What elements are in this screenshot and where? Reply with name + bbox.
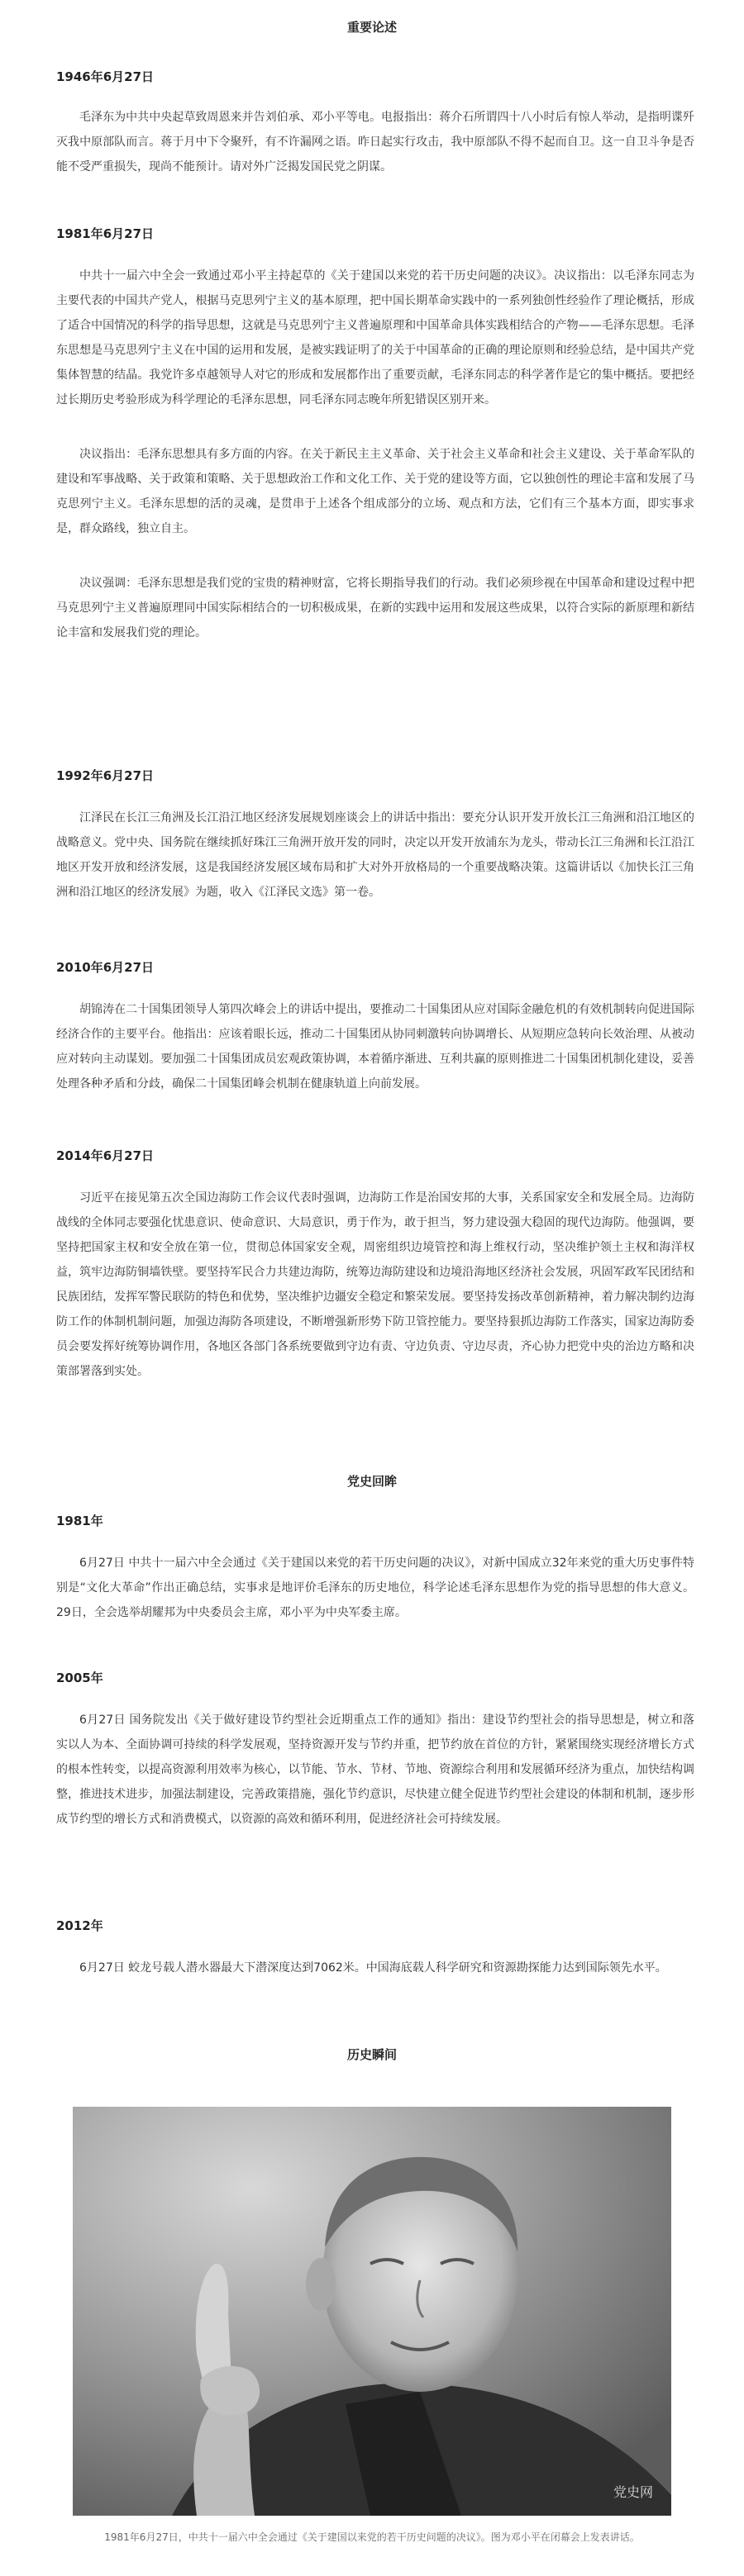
entry-paragraph: 毛泽东为中共中央起草致周恩来并告刘伯承、邓小平等电。电报指出：蒋介石所谓四十八小时后有惊人举动，是指明谍歼灭我中原部队而言。蒋于月中下令聚歼，有不许漏网之语。昨日起实行攻击，我中原部队不得不起而自卫。这一自卫斗争是否能不受严重损失，现尚不能预计。请对外广泛揭发国民党之阴谋。 bbox=[56, 111, 694, 173]
entry-date: 1981年6月27日 bbox=[56, 226, 155, 241]
entry-paragraph: 决议指出：毛泽东思想具有多方面的内容。在关于新民主主义革命、关于社会主义革命和社会主义建设、关于革命军队的建设和军事战略、关于政策和策略、关于思想政治工作和文化工作、关于党的建设等方面，它以独创性的理论丰富和发展了马克思列宁主义。毛泽东思想的活的灵魂，是贯串于上述各个组成部分的立场、观点和方法，它们有三个基本方面，即实事求是，群众路线，独立自主。 bbox=[56, 448, 694, 535]
review-paragraph: 6月27日 国务院发出《关于做好建设节约型社会近期重点工作的通知》指出：建设节约型社会的指导思想是，树立和落实以人为本、全面协调可持续的科学发展观，坚持资源开发与节约并重，把节约放在首位的方针，紧紧围绕实现经济增长方式的根本性转变，以提高资源利用效率为核心，以节能、节水、节材、节地、资源综合利用和发展循环经济为重点，加快结构调整，推进技术进步，加强法制建设，完善政策措施，强化节约意识，尽快建立健全促进节约型社会建设的体制和机制，逐步形成节约型的增长方式和消费模式，以资源的高效和循环利用，促进经济社会可持续发展。 bbox=[56, 1713, 694, 1826]
review-2012 bbox=[0, 1917, 744, 1980]
review-2005 bbox=[0, 1669, 744, 1832]
entry-2010 bbox=[0, 958, 744, 1096]
section-important bbox=[0, 18, 744, 36]
entry-paragraph: 决议强调：毛泽东思想是我们党的宝贵的精神财富，它将长期指导我们的行动。我们必须珍视在中国革命和建设过程中把马克思列宁主义普遍原理同中国实际相结合的一切积极成果，在新的实践中运用和发展这些成果，以符合实际的新原理和新结论丰富和发展我们党的理论。 bbox=[56, 577, 694, 639]
entry-paragraph: 胡锦涛在二十国集团领导人第四次峰会上的讲话中提出，要推动二十国集团从应对国际金融危机的有效机制转向促进国际经济合作的主要平台。他指出：应该着眼长远，推动二十国集团从协同刺激转向协调增长、从短期应急转向长效治理、从被动应对转向主动谋划。要加强二十国集团成员宏观政策协调，本着循序渐进、互利共赢的原则推进二十国集团机制化建设，妥善处理各种矛盾和分歧，确保二十国集团峰会机制在健康轨道上向前发展。 bbox=[56, 1003, 694, 1091]
section-history-moment bbox=[0, 2046, 744, 2063]
review-year: 2012年 bbox=[56, 1918, 103, 1933]
section-title: 重要论述 bbox=[346, 20, 397, 35]
review-1981 bbox=[0, 1512, 744, 1625]
entry-paragraph: 习近平在接见第五次全国边海防工作会议代表时强调，边海防工作是治国安邦的大事，关系国家安全和发展全局。边海防战线的全体同志要强化忧患意识、使命意识、大局意识，勇于作为，敢于担当，努力建设强大稳固的现代边海防。他强调，要坚持把国家主权和安全放在第一位，贯彻总体国家安全观，周密组织边境管控和海上维权行动，坚决维护领土主权和海洋权益，筑牢边海防铜墙铁壁。要坚持军民合力共建边海防，统筹边海防建设和边境沿海地区经济社会发展，巩固军政军民团结和民族团结，发挥军警民联防的特色和优势，坚决维护边疆安全稳定和繁荣发展。要坚持发扬改革创新精神，着力解决制约边海防工作的体制机制问题，加强边海防各项建设，不断增强新形势下防卫管控能力。要坚持狠抓边海防工作落实，国家边海防委员会要发挥好统筹协调作用，各地区各部门各系统要做到守边有责、守边负责、守边尽责，齐心协力把党中央的治边方略和决策部署落到实处。 bbox=[56, 1191, 694, 1378]
section-title: 党史回眸 bbox=[346, 1474, 397, 1489]
entry-date: 1946年6月27日 bbox=[56, 69, 155, 84]
review-paragraph: 6月27日 蛟龙号载人潜水器最大下潜深度达到7062米。中国海底载人科学研究和资源勘探能力达到国际领先水平。 bbox=[79, 1961, 667, 1975]
entry-1992 bbox=[0, 767, 744, 905]
entry-date: 2014年6月27日 bbox=[56, 1148, 155, 1163]
entry-paragraph: 中共十一届六中全会一致通过邓小平主持起草的《关于建国以来党的若干历史问题的决议》。决议指出：以毛泽东同志为主要代表的中国共产党人，根据马克思列宁主义的基本原理，把中国长期革命实践中的一系列独创性经验作了理论概括，形成了适合中国情况的科学的指导思想，这就是马克思列宁主义普遍原理和中国革命具体实践相结合的产物——毛泽东思想。毛泽东思想是马克思列宁主义在中国的运用和发展，是被实践证明了的关于中国革命的正确的理论原则和经验总结，是中国共产党集体智慧的结晶。我党许多卓越领导人对它的形成和发展都作出了重要贡献，毛泽东同志的科学著作是它的集中概括。要把经过长期历史考验形成为科学理论的毛泽东思想，同毛泽东同志晚年所犯错误区别开来。 bbox=[56, 269, 694, 406]
section-title: 历史瞬间 bbox=[346, 2047, 397, 2062]
entry-1946 bbox=[0, 68, 744, 179]
portrait-photo-icon bbox=[73, 2107, 671, 2516]
entry-1981 bbox=[0, 225, 744, 645]
watermark: 党史网 bbox=[613, 2484, 653, 2500]
entry-date: 1992年6月27日 bbox=[56, 768, 155, 783]
entry-paragraph: 江泽民在长江三角洲及长江沿江地区经济发展规划座谈会上的讲话中指出：要充分认识开发开放长江三角洲和沿江地区的战略意义。党中央、国务院在继续抓好珠江三角洲开放开发的同时，决定以开发开放浦东为龙头，带动长江三角洲和长江沿江地区开发开放和经济发展，这是我国经济发展区域布局和扩大对外开放格局的一个重要战略决策。这篇讲话以《加快长江三角洲和沿江地区的经济发展》为题，收入《江泽民文选》第一卷。 bbox=[56, 811, 694, 899]
entry-2014 bbox=[0, 1147, 744, 1384]
review-year: 1981年 bbox=[56, 1514, 103, 1528]
entry-date: 2010年6月27日 bbox=[56, 960, 155, 975]
section-history-review bbox=[0, 1472, 744, 1490]
review-year: 2005年 bbox=[56, 1671, 103, 1685]
photo-caption: 1981年6月27日，中共十一届六中全会通过《关于建国以来党的若干历史问题的决议》。图为邓小平在闭幕会上发表讲话。 bbox=[104, 2531, 640, 2543]
historical-photo bbox=[73, 2107, 671, 2516]
review-paragraph: 6月27日 中共十一届六中全会通过《关于建国以来党的若干历史问题的决议》，对新中国成立32年来党的重大历史事件特别是“文化大革命”作出正确总结，实事求是地评价毛泽东的历史地位，科学论述毛泽东思想作为党的指导思想的伟大意义。29日，全会选举胡耀邦为中央委员会主席，邓小平为中央军委主席。 bbox=[56, 1557, 694, 1619]
